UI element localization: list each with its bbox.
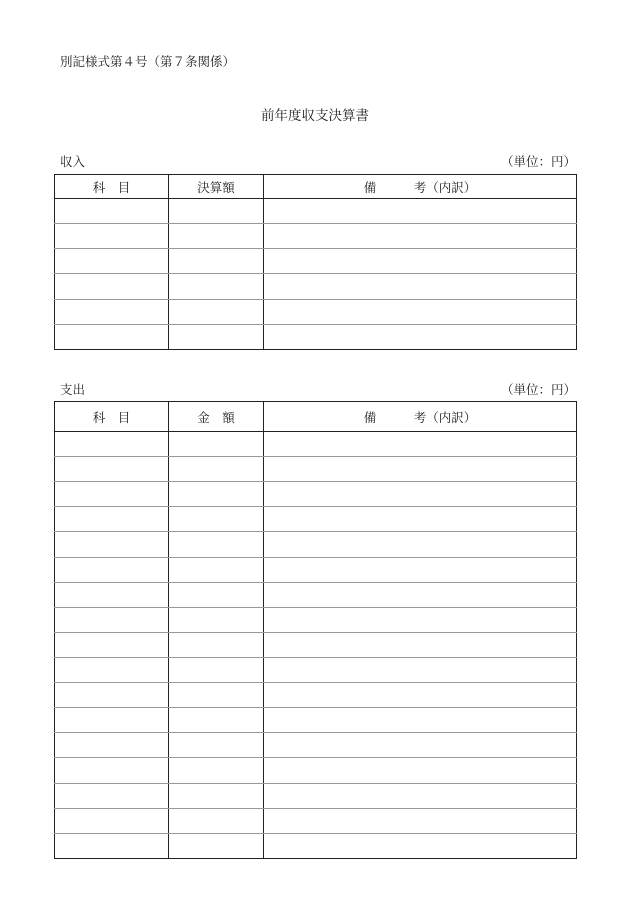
income-account-cell[interactable] <box>55 299 169 324</box>
expense-account-cell[interactable] <box>55 532 169 557</box>
income-header-settled-amount: 決算額 <box>169 175 264 199</box>
expense-account-cell[interactable] <box>55 482 169 507</box>
expense-section-label: 支出 <box>60 382 86 397</box>
income-remarks-cell[interactable] <box>264 224 577 249</box>
expense-account-cell[interactable] <box>55 582 169 607</box>
income-table-row <box>55 274 577 299</box>
expense-account-cell[interactable] <box>55 432 169 457</box>
expense-amount-cell[interactable] <box>169 758 264 783</box>
expense-remarks-cell[interactable] <box>264 507 577 532</box>
expense-amount-cell[interactable] <box>169 457 264 482</box>
expense-table-row <box>55 507 577 532</box>
expense-account-cell[interactable] <box>55 833 169 858</box>
expense-amount-cell[interactable] <box>169 482 264 507</box>
income-table-row <box>55 299 577 324</box>
expense-amount-cell[interactable] <box>169 432 264 457</box>
income-amount-cell[interactable] <box>169 224 264 249</box>
income-table-row <box>55 199 577 224</box>
expense-table-row <box>55 432 577 457</box>
expense-remarks-cell[interactable] <box>264 808 577 833</box>
expense-amount-cell[interactable] <box>169 808 264 833</box>
expense-remarks-cell[interactable] <box>264 758 577 783</box>
income-table-row <box>55 224 577 249</box>
income-header-remarks: 備 考（内訳） <box>264 175 577 199</box>
income-section-label: 収入 <box>60 154 86 169</box>
expense-account-cell[interactable] <box>55 783 169 808</box>
expense-amount-cell[interactable] <box>169 783 264 808</box>
income-amount-cell[interactable] <box>169 249 264 274</box>
expense-table-row <box>55 683 577 708</box>
expense-table-row <box>55 532 577 557</box>
expense-account-cell[interactable] <box>55 632 169 657</box>
income-table <box>54 174 577 350</box>
income-account-cell[interactable] <box>55 249 169 274</box>
expense-table <box>54 401 577 859</box>
expense-account-cell[interactable] <box>55 733 169 758</box>
expense-table-row <box>55 708 577 733</box>
expense-remarks-cell[interactable] <box>264 632 577 657</box>
expense-remarks-cell[interactable] <box>264 783 577 808</box>
expense-account-cell[interactable] <box>55 557 169 582</box>
expense-table-body <box>55 432 577 859</box>
expense-remarks-cell[interactable] <box>264 733 577 758</box>
expense-header-account: 科 目 <box>55 402 169 432</box>
expense-amount-cell[interactable] <box>169 708 264 733</box>
expense-amount-cell[interactable] <box>169 607 264 632</box>
income-remarks-cell[interactable] <box>264 274 577 299</box>
income-account-cell[interactable] <box>55 324 169 349</box>
expense-table-row <box>55 808 577 833</box>
expense-table-row <box>55 657 577 682</box>
expense-table-row <box>55 733 577 758</box>
income-table-row <box>55 249 577 274</box>
expense-amount-cell[interactable] <box>169 532 264 557</box>
expense-header-amount: 金 額 <box>169 402 264 432</box>
income-amount-cell[interactable] <box>169 274 264 299</box>
income-amount-cell[interactable] <box>169 199 264 224</box>
expense-amount-cell[interactable] <box>169 507 264 532</box>
expense-remarks-cell[interactable] <box>264 708 577 733</box>
expense-account-cell[interactable] <box>55 607 169 632</box>
expense-remarks-cell[interactable] <box>264 607 577 632</box>
expense-unit-label: （単位：円） <box>500 382 576 397</box>
income-table-body <box>55 199 577 350</box>
expense-remarks-cell[interactable] <box>264 657 577 682</box>
expense-remarks-cell[interactable] <box>264 833 577 858</box>
expense-remarks-cell[interactable] <box>264 683 577 708</box>
income-table-row <box>55 324 577 349</box>
income-amount-cell[interactable] <box>169 324 264 349</box>
expense-table-row <box>55 758 577 783</box>
form-reference: 別記様式第４号（第７条関係） <box>60 54 236 69</box>
income-remarks-cell[interactable] <box>264 249 577 274</box>
expense-remarks-cell[interactable] <box>264 432 577 457</box>
income-account-cell[interactable] <box>55 199 169 224</box>
expense-remarks-cell[interactable] <box>264 557 577 582</box>
income-header-row <box>55 175 577 199</box>
expense-table-row <box>55 607 577 632</box>
expense-account-cell[interactable] <box>55 758 169 783</box>
expense-account-cell[interactable] <box>55 708 169 733</box>
income-unit-label: （単位：円） <box>500 154 576 169</box>
expense-remarks-cell[interactable] <box>264 482 577 507</box>
expense-header-remarks: 備 考（内訳） <box>264 402 577 432</box>
income-account-cell[interactable] <box>55 274 169 299</box>
document-title: 前年度収支決算書 <box>261 108 369 124</box>
expense-table-row <box>55 783 577 808</box>
expense-account-cell[interactable] <box>55 657 169 682</box>
expense-table-row <box>55 557 577 582</box>
expense-account-cell[interactable] <box>55 457 169 482</box>
expense-remarks-cell[interactable] <box>264 582 577 607</box>
expense-amount-cell[interactable] <box>169 833 264 858</box>
income-remarks-cell[interactable] <box>264 199 577 224</box>
expense-table-row <box>55 632 577 657</box>
expense-remarks-cell[interactable] <box>264 532 577 557</box>
expense-table-row <box>55 582 577 607</box>
expense-amount-cell[interactable] <box>169 733 264 758</box>
expense-amount-cell[interactable] <box>169 632 264 657</box>
expense-amount-cell[interactable] <box>169 582 264 607</box>
expense-amount-cell[interactable] <box>169 657 264 682</box>
expense-table-row <box>55 833 577 858</box>
income-header-account: 科 目 <box>55 175 169 199</box>
income-remarks-cell[interactable] <box>264 299 577 324</box>
expense-remarks-cell[interactable] <box>264 457 577 482</box>
expense-amount-cell[interactable] <box>169 557 264 582</box>
expense-header-row <box>55 402 577 432</box>
income-remarks-cell[interactable] <box>264 324 577 349</box>
expense-amount-cell[interactable] <box>169 683 264 708</box>
expense-table-row <box>55 457 577 482</box>
expense-account-cell[interactable] <box>55 507 169 532</box>
expense-table-row <box>55 482 577 507</box>
income-account-cell[interactable] <box>55 224 169 249</box>
expense-account-cell[interactable] <box>55 683 169 708</box>
income-amount-cell[interactable] <box>169 299 264 324</box>
expense-account-cell[interactable] <box>55 808 169 833</box>
